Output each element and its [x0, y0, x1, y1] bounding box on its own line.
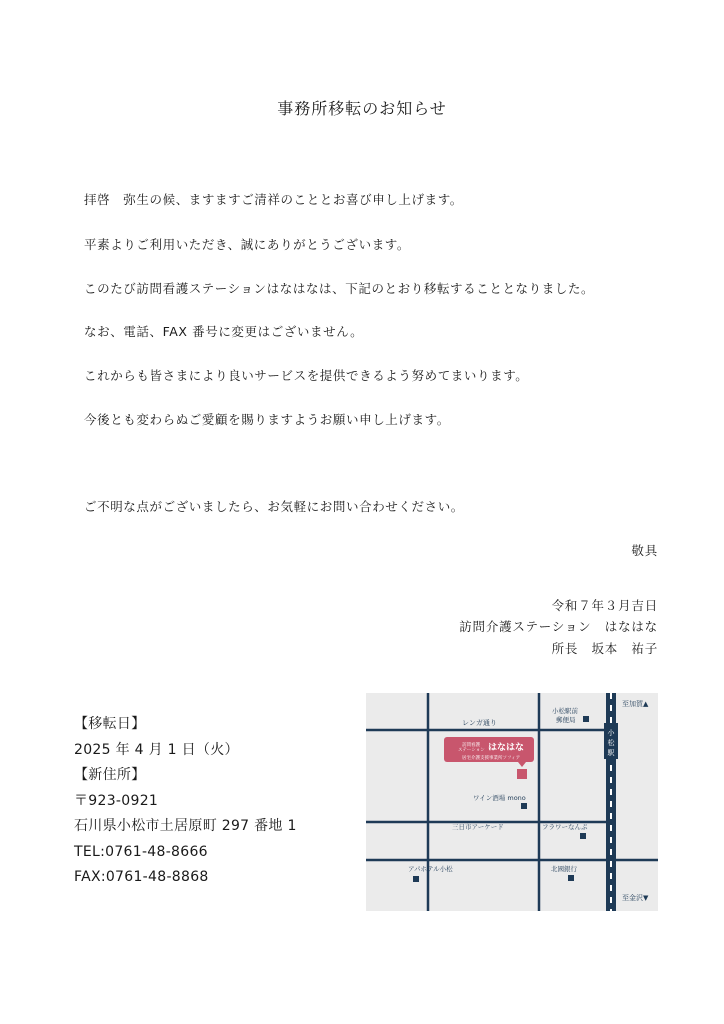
post-office-label-2: 郵便局 [556, 716, 576, 724]
flower-nanpu-label: フラワーなんぷ [542, 823, 588, 831]
hanahana-name: はなはな [488, 743, 525, 753]
hanahana-location-marker [517, 769, 527, 779]
greeting-paragraph: 拝啓 弥生の候、ますますご清祥のこととお喜び申し上げます。 [84, 192, 463, 207]
post-office-marker [583, 716, 589, 722]
move-date: 2025 年 4 月 1 日（火） [74, 741, 239, 758]
page-title: 事務所移転のお知らせ [277, 99, 447, 118]
tel-number: TEL:0761-48-8666 [74, 843, 208, 860]
move-date-heading: 【移転日】 [74, 716, 146, 732]
hanahana-small-2: ステーション [458, 748, 485, 753]
flower-nanpu-marker [580, 833, 586, 839]
apa-hotel-label: アパホテル小松 [408, 865, 453, 873]
inquiry-paragraph: ご不明な点がございましたら、お気軽にお問い合わせください。 [84, 499, 464, 514]
thanks-paragraph: 平素よりご利用いただき、誠にありがとうございます。 [84, 237, 411, 252]
station-label-1: 小 [607, 729, 615, 737]
relocation-info [74, 712, 297, 891]
postal-code: 〒923-0921 [74, 792, 159, 809]
hanahana-callout [444, 737, 534, 767]
phone-unchanged-paragraph: なお、電話、FAX 番号に変更はございません。 [84, 324, 364, 339]
relocation-paragraph: このたび訪問看護ステーションはなはなは、下記のとおり移転することとなりました。 [84, 281, 595, 296]
station-label-3: 駅 [607, 749, 615, 757]
station-label-2: 松 [607, 739, 615, 747]
map-svg [366, 693, 658, 911]
to-kanazawa-label: 至金沢▼ [622, 894, 649, 902]
service-paragraph: これからも皆さまにより良いサービスを提供できるよう努めてまいります。 [84, 368, 529, 383]
organization-name: 訪問介護ステーション はなはな [459, 619, 658, 634]
patronage-paragraph: 今後とも変わらぬご愛顧を賜りますようお願い申し上げます。 [84, 412, 450, 427]
wine-bar-label: ワイン酒場 mono [473, 794, 526, 802]
closing-word: 敬具 [631, 543, 658, 558]
apa-hotel-marker [413, 876, 419, 882]
renga-street-label: レンガ通り [462, 719, 497, 727]
hanahana-small-1: 訪問看護 [462, 743, 480, 748]
access-map [366, 693, 658, 911]
issue-date: 令和７年３月吉日 [551, 598, 658, 613]
arcade-label: 三日市アーケード [452, 823, 504, 831]
director-name: 所長 坂本 祐子 [551, 641, 658, 656]
hokkoku-bank-label: 北國銀行 [551, 865, 577, 873]
new-address-heading: 【新住所】 [74, 767, 146, 783]
wine-bar-marker [521, 803, 527, 809]
station-marker [604, 723, 618, 759]
address: 石川県小松市土居原町 297 番地 1 [74, 818, 297, 834]
fax-number: FAX:0761-48-8868 [74, 869, 209, 885]
to-kaga-label: 至加賀▲ [622, 700, 649, 708]
hanahana-sub: 居宅介護支援事業所ソフィア [462, 756, 521, 761]
post-office-label-1: 小松駅前 [552, 707, 578, 715]
hokkoku-bank-marker [568, 875, 574, 881]
